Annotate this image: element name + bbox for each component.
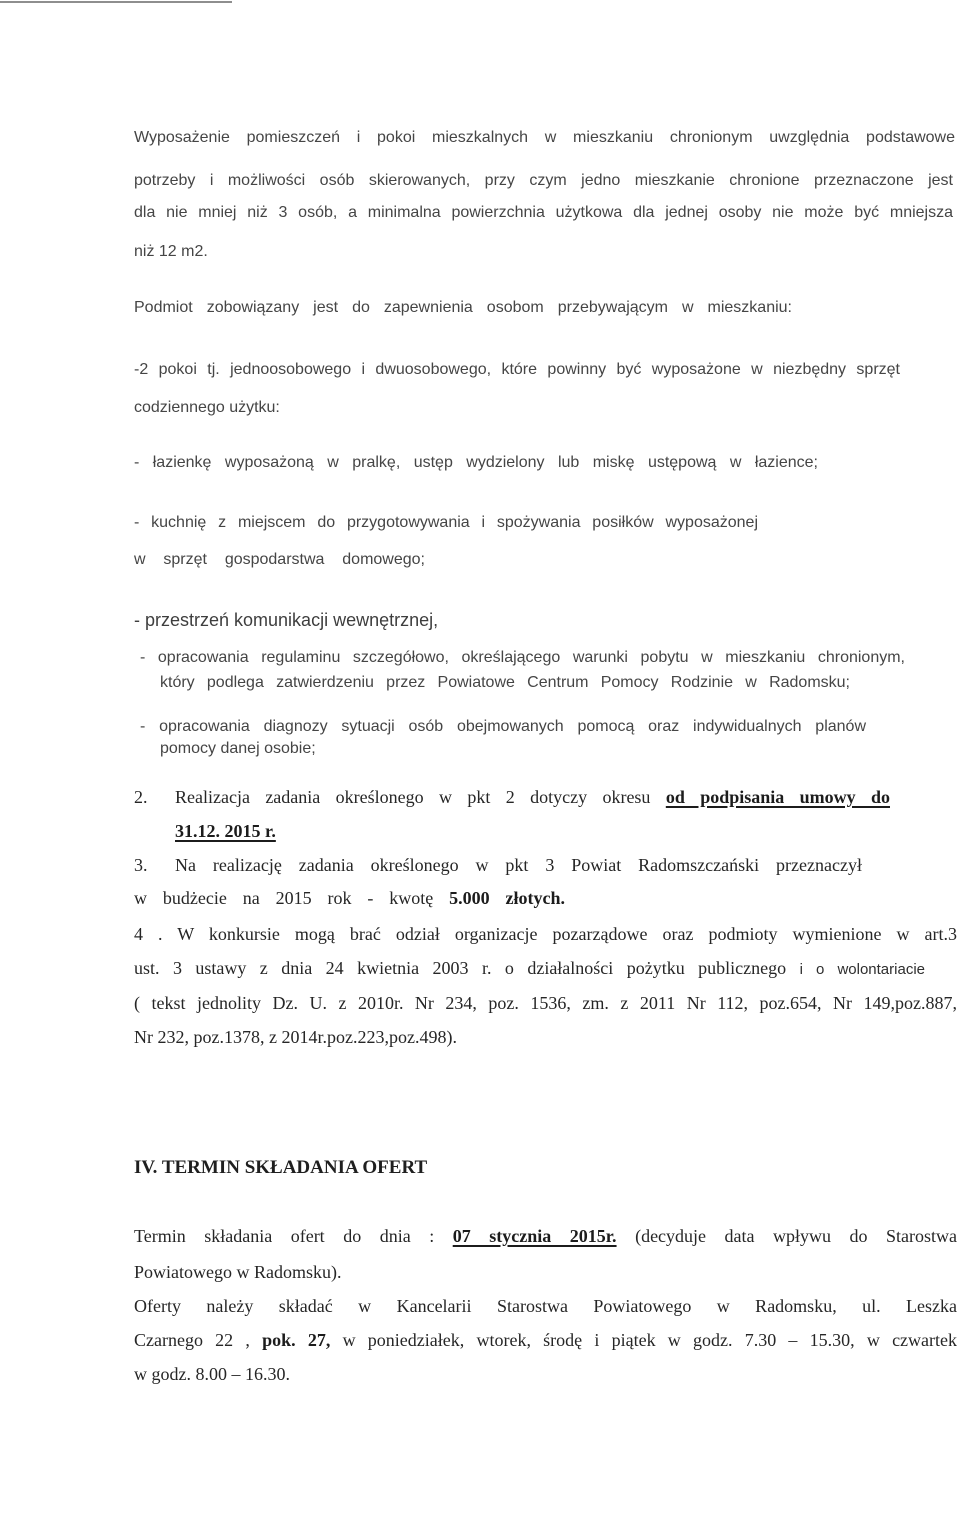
deadline-date: 07 stycznia 2015r. — [452, 1226, 617, 1246]
point-3-line-1: Na realizację zadania określonego w pkt 3 Powiat Radomszczański przeznaczył — [175, 855, 862, 875]
intro-line-4: niż 12 m2. — [134, 243, 208, 260]
requirements-lead: Podmiot zobowiązany jest do zapewnienia osobom przebywającym w mieszkaniu: — [134, 299, 792, 316]
submission-line-3: w godz. 8.00 – 16.30. — [134, 1364, 290, 1384]
top-scan-rule — [0, 1, 232, 3]
point-2-period: od podpisania umowy do — [665, 787, 890, 807]
intro-line-1: Wyposażenie pomieszczeń i pokoi mieszkalnych w mieszkaniu chronionym uwzględnia podstawowe — [134, 129, 955, 146]
point-2-line-1 — [175, 786, 890, 808]
requirement-kitchen-line-2: w sprzęt gospodarstwa domowego; — [134, 551, 425, 568]
point-4-line-3: ( tekst jednolity Dz. U. z 2010r. Nr 234, poz. 1536, zm. z 2011 Nr 112, poz.654, Nr 149,poz.887, — [134, 993, 957, 1013]
point-3-line-2 — [134, 887, 565, 909]
point-2-number: 2. — [134, 787, 148, 807]
point-3-amount: 5.000 złotych. — [449, 888, 565, 908]
point-3-number: 3. — [134, 855, 148, 875]
requirement-rooms-line-2: codziennego użytku: — [134, 399, 280, 416]
submission-address: Czarnego 22 , — [134, 1330, 250, 1350]
point-4-line-2-tail: i o wolontariacie — [799, 961, 925, 978]
requirement-regulations-line-1: - opracowania regulaminu szczegółowo, określającego warunki pobytu w mieszkaniu chronionym, — [140, 649, 905, 666]
deadline-line-2: Powiatowego w Radomsku). — [134, 1262, 342, 1282]
deadline-lead: Termin składania ofert do dnia : — [134, 1226, 435, 1246]
point-2-text: Realizacja zadania określonego w pkt 2 dotyczy okresu — [175, 787, 651, 807]
intro-line-3: dla nie mniej niż 3 osób, a minimalna powierzchnia użytkowa dla jednej osoby nie może być mniejsza — [134, 204, 953, 221]
requirement-bathroom: - łazienkę wyposażoną w pralkę, ustęp wydzielony lub miskę ustępową w łazience; — [134, 454, 818, 471]
point-4-line-2 — [134, 957, 925, 981]
deadline-line-1 — [134, 1225, 957, 1247]
point-4-line-2-text: ust. 3 ustawy z dnia 24 kwietnia 2003 r. o działalności pożytku publicznego — [134, 958, 787, 978]
point-4-line-1: 4 . W konkursie mogą brać odział organizacje pozarządowe oraz podmioty wymienione w art.3 — [134, 924, 957, 944]
requirement-communication: - przestrzeń komunikacji wewnętrznej, — [134, 610, 439, 630]
submission-line-2 — [134, 1329, 957, 1351]
requirement-regulations-line-2: który podlega zatwierdzeniu przez Powiatowe Centrum Pomocy Rodzinie w Radomsku; — [160, 674, 850, 691]
deadline-note: (decyduje data wpływu do Starostwa — [635, 1226, 958, 1246]
section-iv-heading: IV. TERMIN SKŁADANIA OFERT — [134, 1157, 428, 1178]
point-3-text: w budżecie na 2015 rok - kwotę — [134, 888, 434, 908]
requirement-kitchen-line-1: - kuchnię z miejscem do przygotowywania i spożywania posiłków wyposażonej — [134, 514, 758, 531]
point-4-line-4: Nr 232, poz.1378, z 2014r.poz.223,poz.498). — [134, 1027, 457, 1047]
requirement-diagnosis-line-1: - opracowania diagnozy sytuacji osób obejmowanych pomocą oraz indywidualnych planów — [140, 718, 866, 735]
submission-room: pok. 27, — [262, 1330, 331, 1350]
requirement-rooms-line-1: -2 pokoi tj. jednoosobowego i dwuosobowego, które powinny być wyposażone w niezbędny sprzęt — [134, 361, 900, 378]
requirement-diagnosis-line-2: pomocy danej osobie; — [160, 740, 316, 757]
intro-line-2: potrzeby i możliwości osób skierowanych, przy czym jedno mieszkanie chronione przeznaczone jest — [134, 172, 953, 189]
submission-line-1: Oferty należy składać w Kancelarii Starostwa Powiatowego w Radomsku, ul. Leszka — [134, 1296, 957, 1316]
point-2-period-end: 31.12. 2015 r. — [175, 821, 276, 841]
submission-hours: w poniedziałek, wtorek, środę i piątek w godz. 7.30 – 15.30, w czwartek — [342, 1330, 958, 1350]
